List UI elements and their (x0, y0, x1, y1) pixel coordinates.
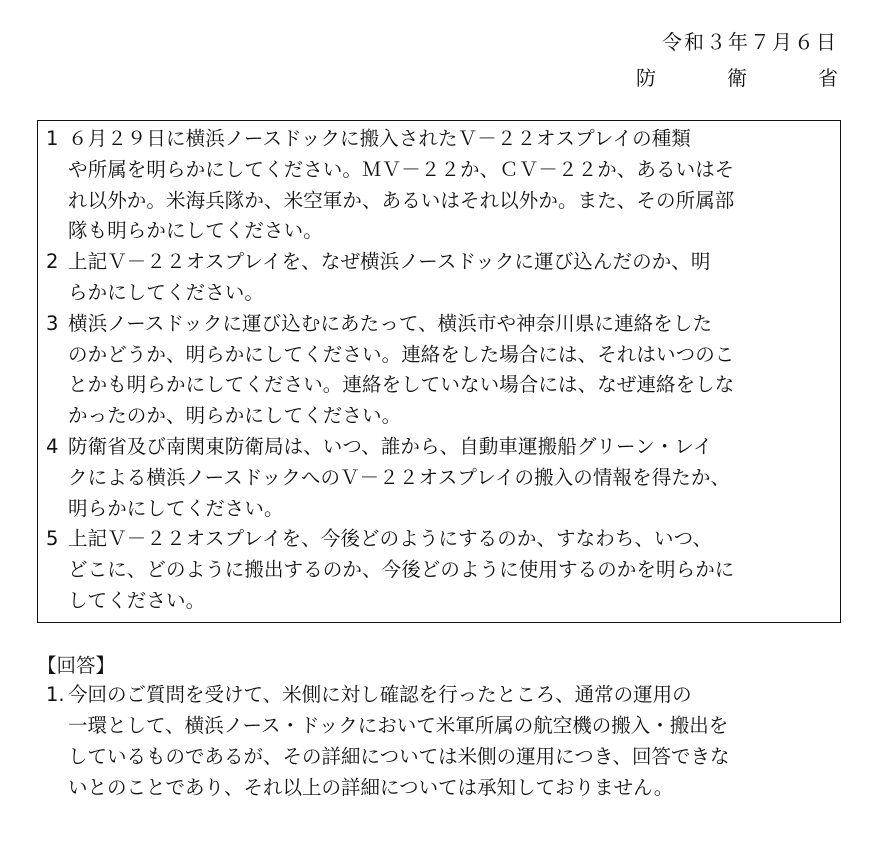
answer-text: 今回のご質問を受けて、米側に対し確認を行ったところ、通常の運用の 一環として、横浜ノース・ドックにおいて米軍所属の航空機の搬入・搬出を しているものであるが、その詳細については米側の運用につき、回答できな いとのことであり、それ以上の詳細については承知しておりません。 (68, 683, 730, 799)
answer-number: 1. (46, 683, 65, 706)
document-header (628, 24, 838, 96)
answer-heading: 【回答】 (37, 654, 116, 677)
document-date: 令和３年７月６日 (662, 30, 838, 54)
org-char: 省 (818, 66, 838, 90)
question-number: 4 (46, 434, 59, 458)
question-item (46, 432, 832, 524)
question-number: 1 (46, 127, 59, 150)
question-text: 上記Ｖ－２２オスプレイを、今後どのようにするのか、すなわち、いつ、 どこに、どのように搬出するのか、今後どのように使用するのかを明らかに してください。 (68, 527, 735, 612)
answer-item (46, 679, 846, 803)
question-number: 3 (46, 311, 59, 335)
org-char: 衛 (727, 66, 747, 90)
issuing-organization (628, 60, 838, 96)
org-char: 防 (636, 66, 656, 90)
question-item (46, 309, 832, 432)
question-text: ６月２９日に横浜ノースドックに搬入されたＶ－２２オスプレイの種類 や所属を明らかにしてください。ＭＶ－２２か、ＣＶ－２２か、あるいはそ れ以外か。米海兵隊か、米空軍か、あるいはそれ以外か。また、その所属部 隊も明らかにしてください。 (68, 127, 735, 243)
question-item (46, 524, 832, 616)
question-number: 5 (46, 527, 59, 551)
question-text: 上記Ｖ－２２オスプレイを、なぜ横浜ノースドックに運び込んだのか、明 らかにしてください。 (68, 250, 711, 304)
question-item (46, 124, 832, 247)
question-number: 2 (46, 250, 59, 274)
question-text: 防衛省及び南関東防衛局は、いつ、誰から、自動車運搬船グリーン・レイ クによる横浜ノースドックへのＶ－２２オスプレイの搬入の情報を得たか、 明らかにしてください。 (68, 434, 731, 520)
questions-box (37, 120, 841, 623)
question-text: 横浜ノースドックに運び込むにあたって、横浜市や神奈川県に連絡をした のかどうか、明らかにしてください。連絡をした場合には、それはいつのこ とかも明らかにしてください。連絡をしていない場合には、なぜ連絡をしな かったのか、明らかにしてください。 (68, 311, 735, 428)
question-item (46, 247, 832, 309)
